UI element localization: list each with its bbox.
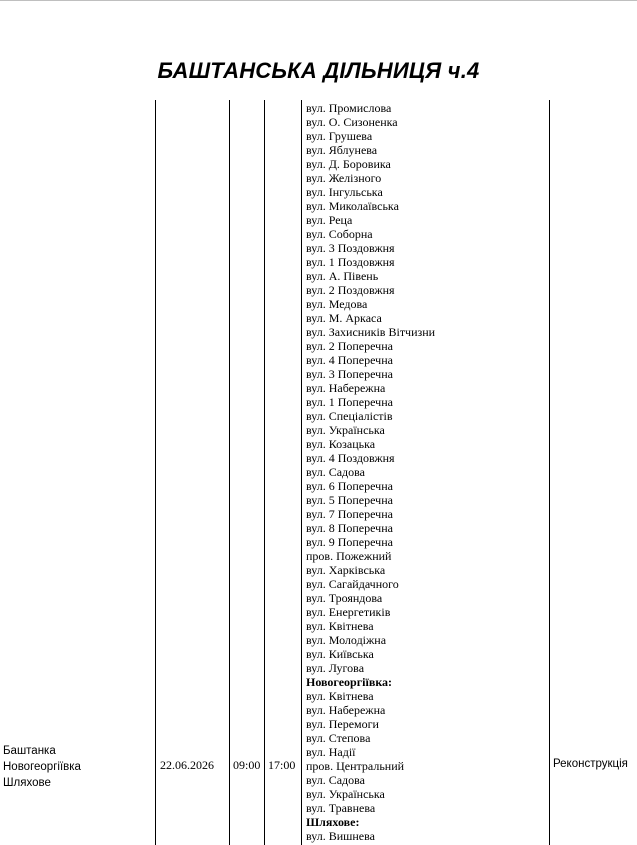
street-item: вул. Харківська — [306, 563, 386, 577]
location-name: Баштанка — [3, 745, 56, 757]
street-item: вул. Степова — [306, 731, 371, 745]
street-item: пров. Пожежний — [306, 549, 392, 563]
street-item: вул. Медова — [306, 297, 368, 311]
street-item: вул. Українська — [306, 787, 385, 801]
street-item: вул. 1 Поздовжня — [306, 255, 395, 269]
street-item: вул. Українська — [306, 423, 385, 437]
street-item: вул. Квітнева — [306, 689, 374, 703]
street-item: вул. Набережна — [306, 381, 386, 395]
street-item: вул. Спеціалістів — [306, 409, 393, 423]
end-time-cell: 17:00 — [268, 758, 296, 772]
street-item: вул. 5 Поперечна — [306, 493, 393, 507]
column-divider — [155, 100, 156, 845]
street-item: вул. Вишнева — [306, 829, 375, 843]
street-item: вул. Козацька — [306, 437, 376, 451]
street-item: вул. М. Аркаса — [306, 311, 382, 325]
street-item: вул. Миколаївська — [306, 199, 399, 213]
street-item: вул. Садова — [306, 465, 365, 479]
street-item: вул. 4 Поперечна — [306, 353, 393, 367]
street-item: вул. Желізного — [306, 171, 382, 185]
street-item: вул. Сагайдачного — [306, 577, 399, 591]
street-item: вул. 8 Поперечна — [306, 521, 393, 535]
column-divider — [301, 100, 302, 845]
street-item: вул. 4 Поздовжня — [306, 451, 395, 465]
date-cell: 22.06.2026 — [160, 758, 214, 772]
street-item: вул. 3 Поперечна — [306, 367, 393, 381]
street-item: вул. Д. Боровика — [306, 157, 391, 171]
street-item: вул. Садова — [306, 773, 365, 787]
street-item: вул. 7 Поперечна — [306, 507, 393, 521]
page-top-border — [0, 0, 637, 1]
column-divider — [229, 100, 230, 845]
location-name: Новогеоргіївка — [3, 761, 81, 773]
street-item: вул. 6 Поперечна — [306, 479, 393, 493]
street-item: вул. Квітнева — [306, 619, 374, 633]
street-item: вул. 9 Поперечна — [306, 535, 393, 549]
street-item: вул. Надії — [306, 745, 356, 759]
street-item: вул. Київська — [306, 647, 374, 661]
start-time-cell: 09:00 — [233, 758, 261, 772]
street-item: вул. Перемоги — [306, 717, 379, 731]
street-item: вул. Травнева — [306, 801, 376, 815]
column-divider — [264, 100, 265, 845]
street-item: вул. 1 Поперечна — [306, 395, 393, 409]
street-item: вул. Набережна — [306, 703, 386, 717]
street-item: вул. О. Сизоненка — [306, 115, 398, 129]
street-item: вул. Промислова — [306, 101, 392, 115]
streets-list — [306, 101, 435, 843]
locations-cell — [3, 743, 81, 791]
street-item: вул. Енергетиків — [306, 605, 391, 619]
street-item: вул. Соборна — [306, 227, 373, 241]
street-item: вул. Захисників Вітчизни — [306, 325, 436, 339]
street-item: вул. 2 Поздовжня — [306, 283, 395, 297]
street-item: вул. А. Півень — [306, 269, 379, 283]
street-item: пров. Центральний — [306, 759, 405, 773]
street-item: вул. 3 Поздовжня — [306, 241, 395, 255]
street-item: вул. Лугова — [306, 661, 365, 675]
street-item: вул. Яблунева — [306, 143, 378, 157]
street-item: вул. Інгульська — [306, 185, 383, 199]
settlement-header: Шляхове: — [306, 815, 360, 829]
street-item: вул. Молодіжна — [306, 633, 387, 647]
street-item: вул. Грушева — [306, 129, 373, 143]
column-divider — [549, 100, 550, 845]
street-item: вул. Трояндова — [306, 591, 383, 605]
page-title: БАШТАНСЬКА ДІЛЬНИЦЯ ч.4 — [157, 58, 480, 83]
street-item: вул. 2 Поперечна — [306, 339, 393, 353]
location-name: Шляхове — [3, 777, 51, 789]
work-type-cell: Реконструкція — [553, 758, 628, 770]
settlement-header: Новогеоргіївка: — [306, 675, 393, 689]
street-item: вул. Реца — [306, 213, 353, 227]
